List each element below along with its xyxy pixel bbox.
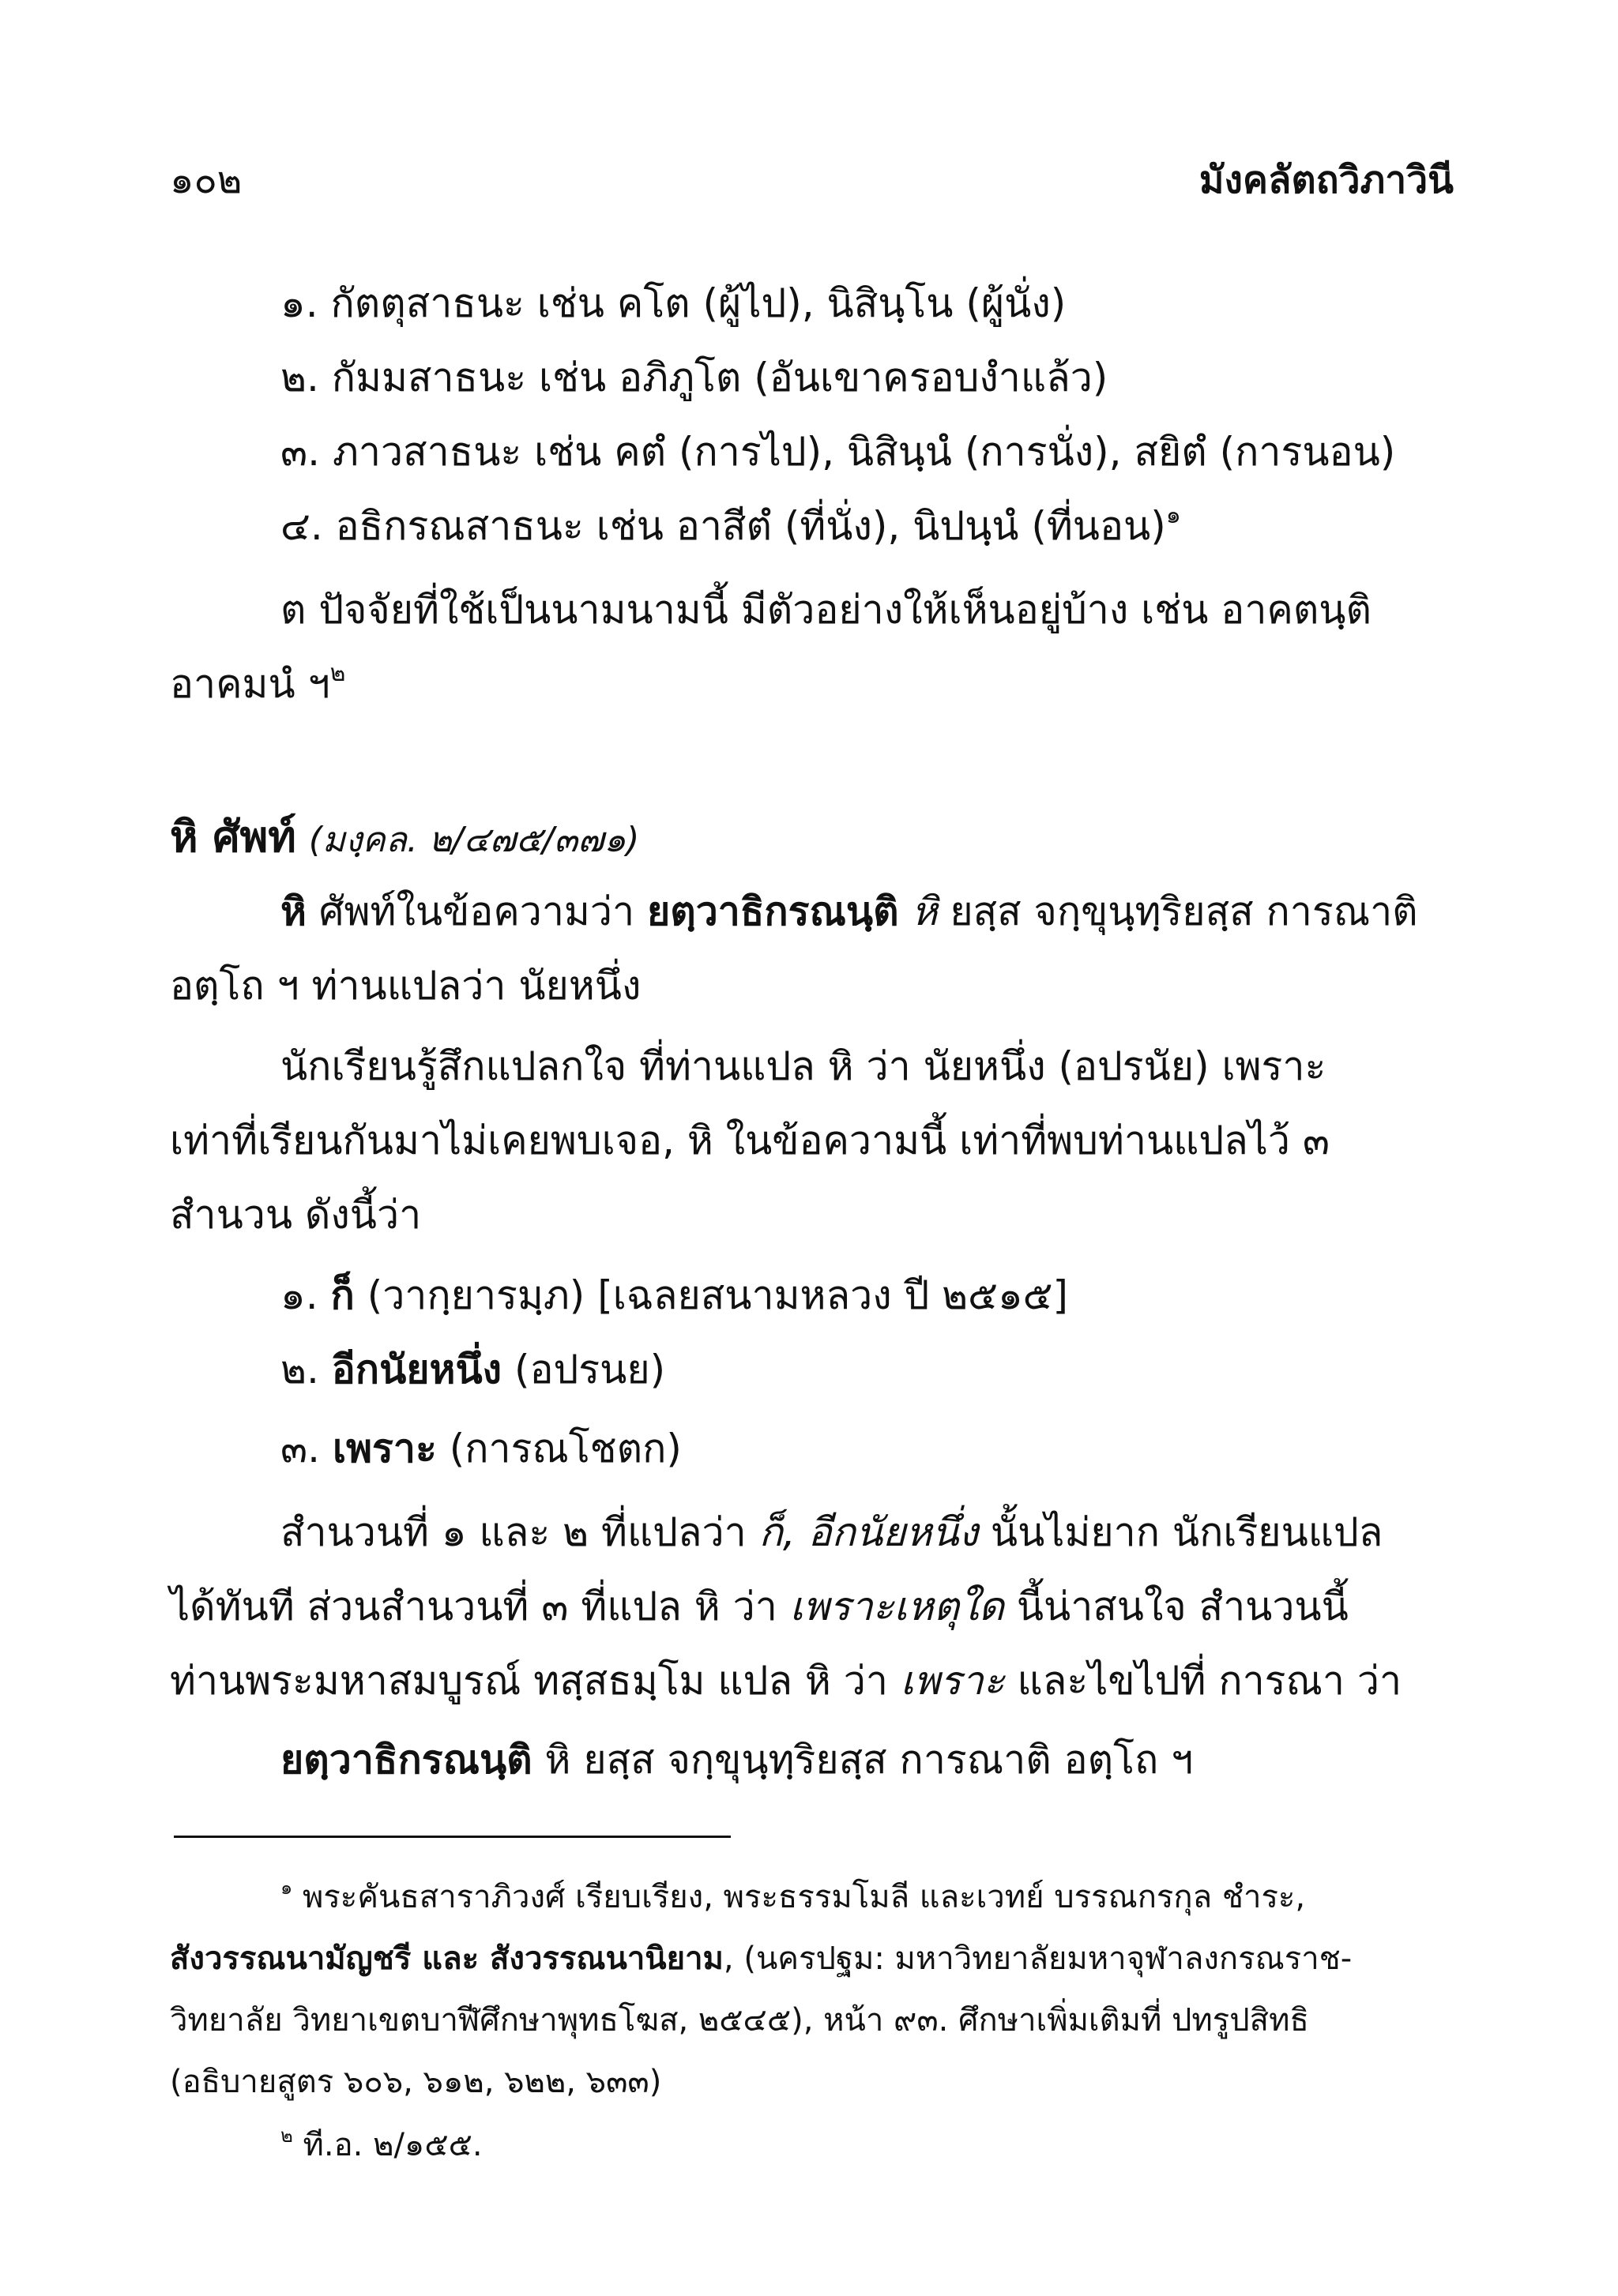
paragraph-line: เท่าที่เรียนกันมาไม่เคยพบเจอ, หิ ในข้อความนี้ เท่าที่พบท่านแปลไว้ ๓ bbox=[170, 1118, 1330, 1163]
book-title: สังวรรณนามัญชรี และ สังวรรณนานิยาม bbox=[170, 1941, 724, 1977]
paragraph-line: อตฺโถ ฯ ท่านแปลว่า นัยหนึ่ง bbox=[170, 963, 642, 1009]
term-hi: หิ bbox=[280, 889, 307, 934]
list-item: ๒. กัมมสาธนะ เช่น อภิภูโต (อันเขาครอบงำแล้ว) bbox=[280, 355, 1108, 400]
list-text: (อปรนย) bbox=[502, 1347, 666, 1392]
section-reference: (มงฺคล. ๒/๔๗๕/๓๗๑) bbox=[308, 820, 640, 860]
paragraph-text: สำนวนที่ ๑ และ ๒ ที่แปลว่า bbox=[280, 1509, 759, 1555]
footnote-ref-2[interactable]: ๒ bbox=[329, 659, 346, 687]
pali-quote: ยตฺวาธิกรณนฺติ bbox=[280, 1737, 532, 1783]
list-item: ๓. ภาวสาธนะ เช่น คตํ (การไป), นิสินฺนํ (การนั่ง), สยิตํ (การนอน) bbox=[280, 429, 1396, 475]
emphasis: เพราะ bbox=[900, 1658, 1005, 1704]
list-number: ๓. bbox=[280, 1426, 321, 1471]
list-item-text: ๔. อธิกรณสาธนะ เช่น อาสีตํ (ที่นั่ง), นิปนฺนํ (ที่นอน) bbox=[280, 503, 1166, 549]
pali-term: หิ bbox=[911, 889, 938, 934]
running-title: มังคลัตถวิภาวินี bbox=[1198, 158, 1454, 202]
list-term: อีกนัยหนึ่ง bbox=[331, 1347, 502, 1392]
footnote-2 bbox=[280, 2125, 483, 2166]
paragraph-line bbox=[170, 659, 345, 709]
list-number: ๒. bbox=[280, 1347, 319, 1392]
page-number: ๑๐๒ bbox=[170, 158, 243, 202]
paragraph-line: นักเรียนรู้สึกแปลกใจ ที่ท่านแปล หิ ว่า นัยหนึ่ง (อปรนัย) เพราะ bbox=[280, 1043, 1326, 1089]
pali-quote: ยตฺวาธิกรณนฺติ bbox=[646, 889, 899, 934]
list-number: ๑. bbox=[280, 1272, 318, 1318]
paragraph-text: นี้น่าสนใจ สำนวนนี้ bbox=[1003, 1584, 1349, 1629]
footnote-text: , (นครปฐม: มหาวิทยาลัยมหาจุฬาลงกรณราช- bbox=[723, 1941, 1353, 1977]
paragraph-text: ศัพท์ในข้อความว่า bbox=[306, 889, 647, 934]
paragraph-line bbox=[280, 886, 1418, 937]
paragraph-text: ท่านพระมหาสมบูรณ์ ทสฺสธมฺโม แปล หิ ว่า bbox=[170, 1658, 901, 1704]
paragraph-text: และไขไปที่ การณา ว่า bbox=[1004, 1658, 1402, 1704]
footnote-1 bbox=[280, 1877, 1305, 1918]
footnote-1-line bbox=[170, 1938, 1352, 1979]
paragraph-line bbox=[170, 1581, 1349, 1632]
list-item bbox=[280, 1423, 682, 1474]
paragraph-line: สำนวน ดังนี้ว่า bbox=[170, 1192, 422, 1238]
footnote-separator bbox=[174, 1836, 731, 1838]
list-term: ก็ bbox=[330, 1272, 355, 1318]
footnote-mark: ๒ bbox=[280, 2125, 293, 2148]
footnote-1-line: (อธิบายสูตร ๖๐๖, ๖๑๒, ๖๒๒, ๖๓๓) bbox=[170, 2064, 662, 2100]
list-item bbox=[280, 1344, 665, 1395]
paragraph-text: อาคมนํ ฯ bbox=[170, 661, 330, 707]
paragraph-line bbox=[170, 1655, 1402, 1706]
footnote-ref-1[interactable]: ๑ bbox=[1165, 502, 1181, 529]
emphasis: เพราะเหตุใด bbox=[789, 1584, 1004, 1629]
list-item bbox=[280, 501, 1181, 551]
paragraph-text bbox=[899, 889, 912, 934]
list-text: (วากฺยารมฺภ) [เฉลยสนามหลวง ปี ๒๕๑๕] bbox=[354, 1272, 1069, 1318]
section-heading bbox=[170, 812, 639, 866]
list-item bbox=[280, 1270, 1068, 1321]
list-term: เพราะ bbox=[332, 1426, 437, 1471]
paragraph-text: ยสฺส จกฺขุนฺทฺริยสฺส การณาติ bbox=[937, 889, 1418, 934]
section-title: หิ ศัพท์ bbox=[170, 812, 296, 862]
footnote-text: พระคันธสาราภิวงศ์ เรียบเรียง, พระธรรมโมลี และเวทย์ บรรณกรกุล ชำระ, bbox=[292, 1879, 1306, 1915]
paragraph-text: ได้ทันที ส่วนสำนวนที่ ๓ ที่แปล หิ ว่า bbox=[170, 1584, 790, 1629]
paragraph-line bbox=[280, 1734, 1193, 1785]
footnote-mark: ๑ bbox=[280, 1877, 293, 1900]
list-text: (การณโชตก) bbox=[436, 1426, 682, 1471]
emphasis: ก็, อีกนัยหนึ่ง bbox=[758, 1509, 978, 1555]
list-item: ๑. กัตตุสาธนะ เช่น คโต (ผู้ไป), นิสินฺโน (ผู้นั่ง) bbox=[280, 280, 1067, 326]
footnote-text: ที.อ. ๒/๑๕๕. bbox=[292, 2127, 483, 2163]
footnote-1-line: วิทยาลัย วิทยาเขตบาฬีศึกษาพุทธโฆส, ๒๕๔๕), หน้า ๙๓. ศึกษาเพิ่มเติมที่ ปทรูปสิทธิ bbox=[170, 2002, 1309, 2039]
paragraph-text: หิ ยสฺส จกฺขุนฺทฺริยสฺส การณาติ อตฺโถ ฯ bbox=[532, 1737, 1194, 1783]
paragraph-line: ต ปัจจัยที่ใช้เป็นนามนามนี้ มีตัวอย่างให้เห็นอยู่บ้าง เช่น อาคตนฺติ bbox=[280, 587, 1372, 633]
paragraph-line bbox=[280, 1507, 1383, 1558]
paragraph-text: นั้นไม่ยาก นักเรียนแปล bbox=[978, 1509, 1383, 1555]
